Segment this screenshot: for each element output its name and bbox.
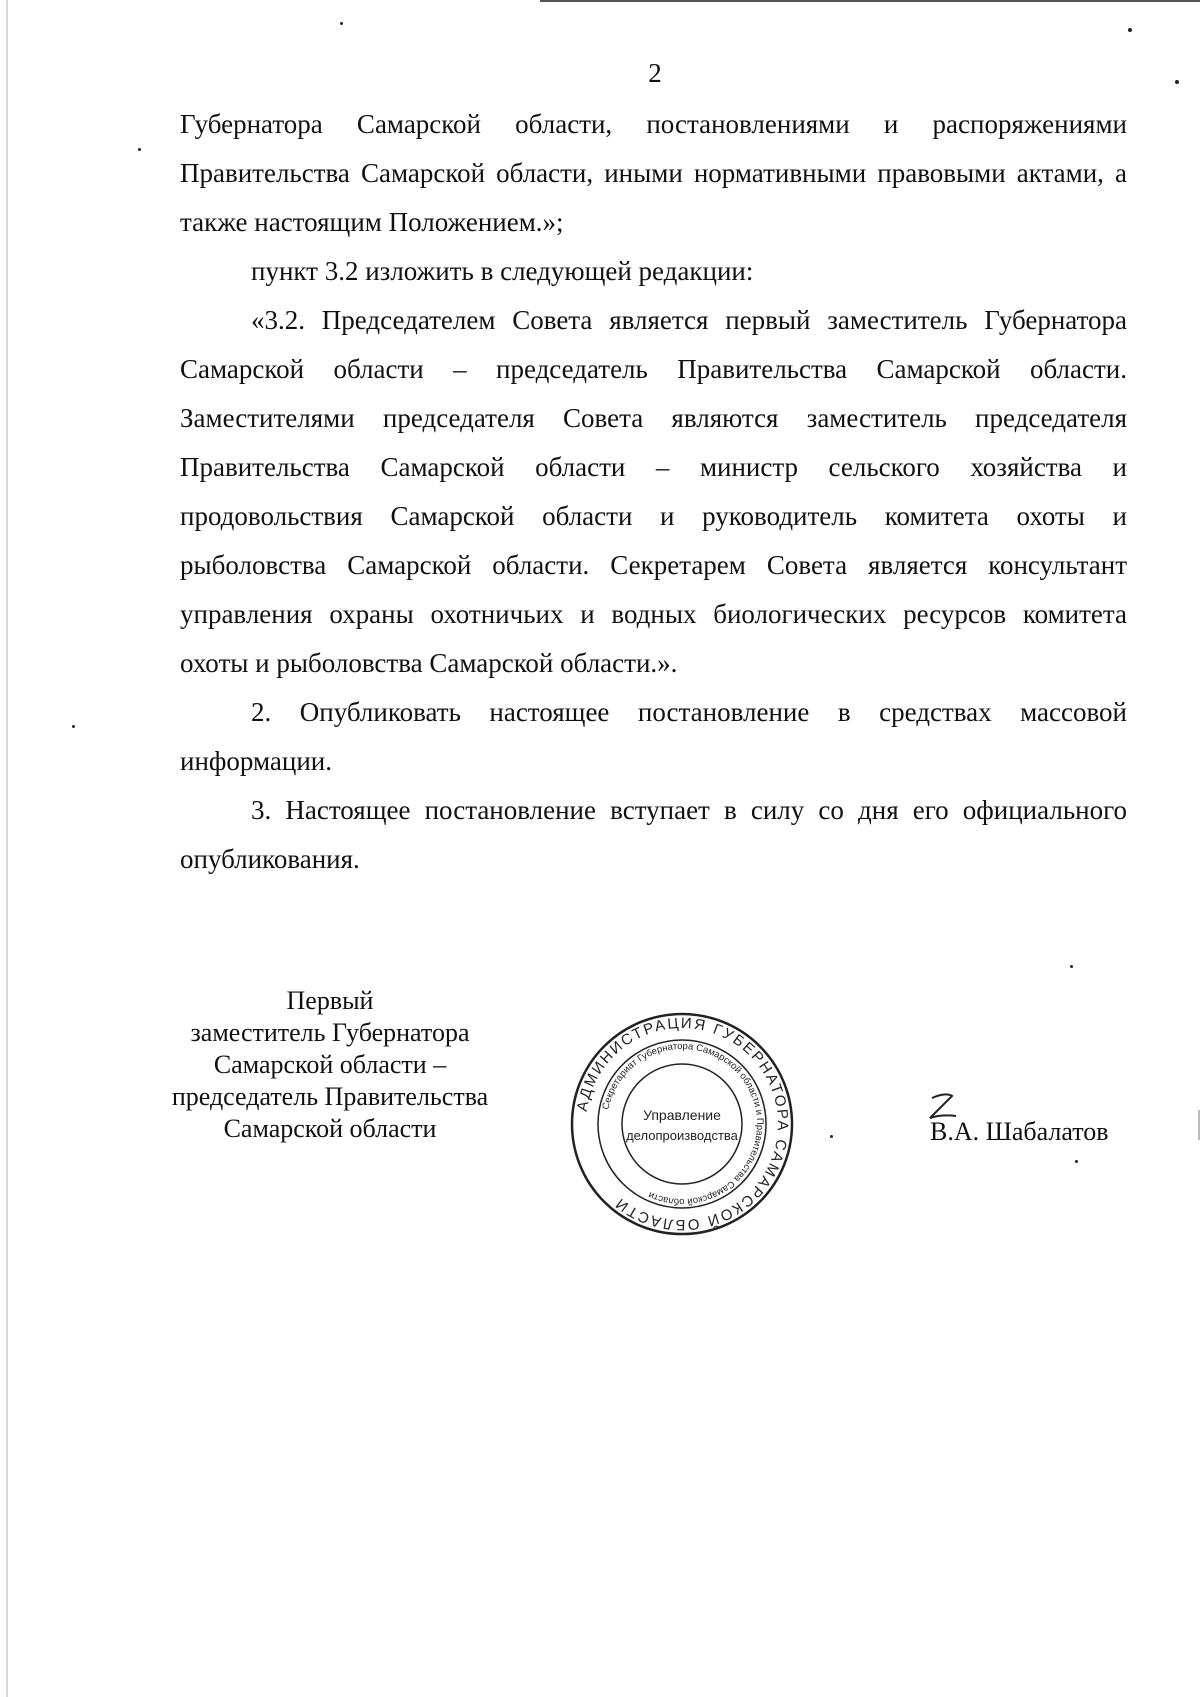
signatory-title	[150, 985, 510, 1145]
scan-speck	[1070, 965, 1073, 968]
seal-center-line-2: делопроизводства	[626, 1128, 738, 1143]
paragraph-effective: 3. Настоящее постановление вступает в силу со дня его официального опубликования.	[180, 795, 1127, 874]
signatory-title-line: заместитель Губернатора	[190, 1018, 470, 1047]
scan-top-edge	[540, 0, 1200, 2]
seal-center-line-1: Управление	[643, 1107, 721, 1123]
seal-inner-text: Секретариат Губернатора Самарской области и Правительства Самарской области	[600, 1040, 766, 1208]
scan-left-edge	[6, 0, 8, 1697]
paragraph-instruction: пункт 3.2 изложить в следующей редакции:	[251, 256, 754, 286]
scan-speck	[340, 22, 343, 25]
page-number: 2	[648, 58, 662, 88]
scan-speck	[72, 725, 75, 728]
signatory-title-line: Самарской области	[223, 1114, 437, 1143]
signatory-title-line: председатель Правительства	[171, 1082, 489, 1111]
scan-speck	[1128, 28, 1132, 32]
signatory-title-line: Самарской области –	[213, 1050, 447, 1079]
document-body	[180, 100, 1127, 884]
scan-speck	[830, 1135, 833, 1138]
scan-speck	[1075, 1160, 1078, 1163]
official-seal	[568, 1010, 796, 1238]
signer-name: В.А. Шабалатов	[930, 1117, 1109, 1146]
scan-speck	[138, 148, 141, 151]
paragraph-publish: 2. Опубликовать настоящее постановление в средствах массовой информации.	[180, 697, 1127, 776]
paragraph-continuation: Губернатора Самарской области, постановлениями и распоряжениями Правительства Самарской области, иными нормативными правовыми актами, а также настоящим Положением.»;	[180, 109, 1127, 237]
paragraph-clause-3-2: «3.2. Председателем Совета является первый заместитель Губернатора Самарской области – председатель Правительства Самарской области. Заместителями председателя Совета являются заместитель председателя Правительства Самарской области – министр сельского хозяйства и продовольствия Самарской области и руководитель комитета охоты и рыболовства Самарской области. Секретарем Совета является консультант управления охраны охотничьих и водных биологических ресурсов комитета охоты и рыболовства Самарской области.».	[180, 305, 1127, 678]
signatory-title-line: Первый	[286, 986, 374, 1015]
seal-outer-text: АДМИНИСТРАЦИЯ ГУБЕРНАТОРА САМАРСКОЙ ОБЛАСТИ	[573, 1014, 792, 1234]
